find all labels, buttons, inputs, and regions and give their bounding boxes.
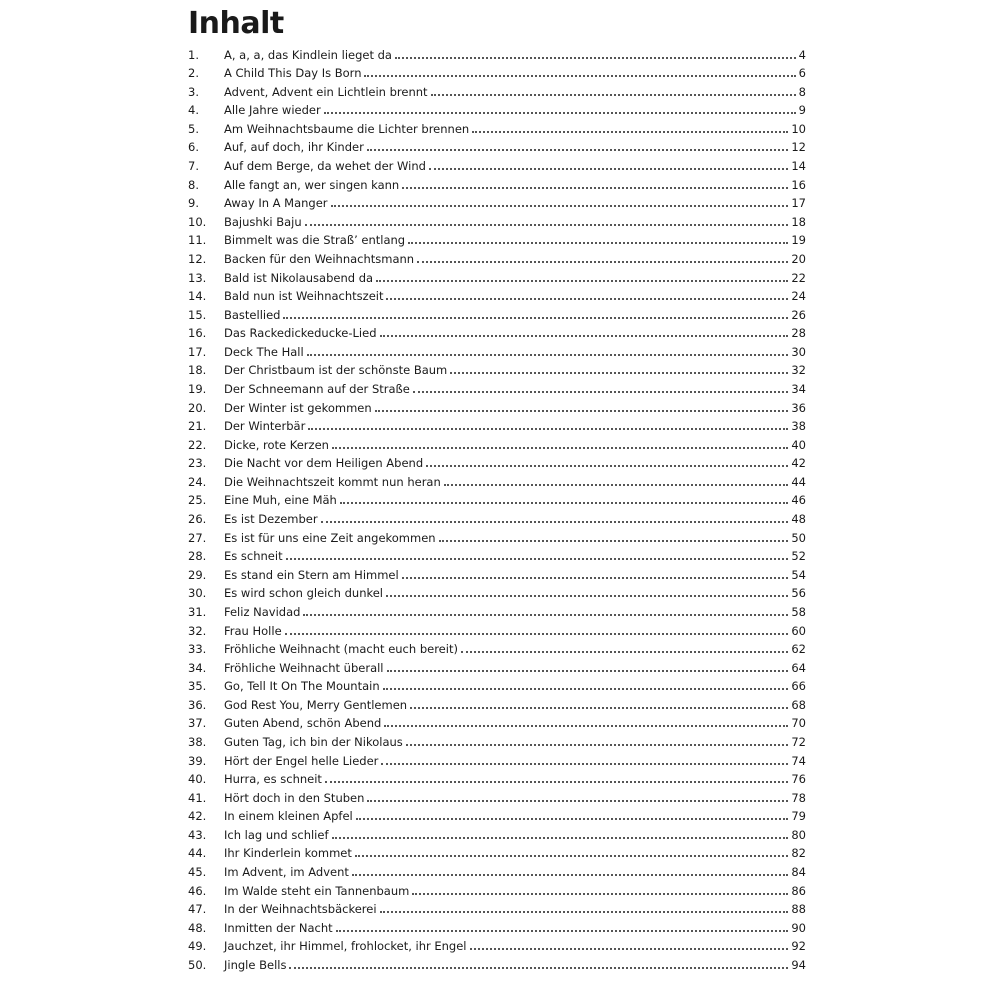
entry-number: 12.: [188, 251, 207, 266]
toc-entry: [188, 656, 806, 675]
entry-title: Go, Tell It On The Mountain: [224, 679, 380, 694]
entry-title: Fröhliche Weihnacht überall: [224, 660, 384, 675]
dot-leader: [386, 298, 788, 300]
entry-number: 39.: [188, 753, 207, 768]
entry-number: 46.: [188, 883, 207, 898]
entry-page-number: 24: [791, 289, 806, 304]
toc-entry: [188, 638, 806, 657]
entry-title: Hört der Engel helle Lieder: [224, 753, 379, 768]
entry-title: Hurra, es schneit: [224, 772, 322, 787]
entry-title: Im Advent, im Advent: [224, 865, 349, 880]
toc-entry: [188, 117, 806, 136]
entry-title: Bimmelt was die Straß’ entlang: [224, 233, 406, 248]
dot-leader: [470, 948, 789, 950]
dot-leader: [450, 372, 788, 374]
toc-entry: [188, 619, 806, 638]
dot-leader: [383, 688, 789, 690]
entry-title: Deck The Hall: [224, 344, 304, 359]
toc-entry: [188, 545, 806, 564]
dot-leader: [444, 484, 789, 486]
entry-number: 14.: [188, 289, 207, 304]
entry-page-number: 40: [791, 437, 806, 452]
entry-number: 3.: [188, 84, 199, 99]
dot-leader: [402, 577, 789, 579]
entry-number: 22.: [188, 437, 207, 452]
entry-title: In der Weihnachtsbäckerei: [224, 902, 377, 917]
dot-leader: [408, 242, 788, 244]
dot-leader: [395, 57, 796, 59]
dot-leader: [439, 540, 789, 542]
toc-entry: [188, 786, 806, 805]
dot-leader: [413, 391, 789, 393]
entry-number: 44.: [188, 846, 207, 861]
entry-page-number: 64: [791, 660, 806, 675]
entry-title: Bald ist Nikolausabend da: [224, 270, 374, 285]
dot-leader: [386, 595, 788, 597]
dot-leader: [352, 874, 788, 876]
entry-page-number: 72: [791, 734, 806, 749]
entry-page-number: 94: [791, 957, 806, 972]
entry-page-number: 48: [791, 512, 806, 527]
entry-page-number: 82: [791, 846, 806, 861]
entry-number: 18.: [188, 363, 207, 378]
entry-number: 13.: [188, 270, 207, 285]
dot-leader: [289, 967, 788, 969]
entry-page-number: 32: [791, 363, 806, 378]
dot-leader: [417, 261, 788, 263]
entry-title: Eine Muh, eine Mäh: [224, 493, 337, 508]
toc-entry: [188, 285, 806, 304]
entry-page-number: 36: [791, 400, 806, 415]
entry-number: 29.: [188, 567, 207, 582]
dot-leader: [384, 725, 788, 727]
entry-page-number: 88: [791, 902, 806, 917]
toc-entry: [188, 675, 806, 694]
entry-page-number: 30: [791, 344, 806, 359]
toc-entry: [188, 322, 806, 341]
dot-leader: [367, 800, 788, 802]
entry-number: 37.: [188, 716, 207, 731]
entry-page-number: 76: [791, 772, 806, 787]
toc-entry: [188, 898, 806, 917]
toc-entry: [188, 842, 806, 861]
toc-entry: [188, 563, 806, 582]
toc-entry: [188, 860, 806, 879]
entry-page-number: 9: [798, 103, 806, 118]
entry-page-number: 44: [791, 474, 806, 489]
entry-title: Ihr Kinderlein kommet: [224, 846, 352, 861]
dot-leader: [375, 410, 789, 412]
entry-title: Es ist für uns eine Zeit angekommen: [224, 530, 436, 545]
toc-entry: [188, 489, 806, 508]
toc-entry: [188, 340, 806, 359]
entry-title: Dicke, rote Kerzen: [224, 437, 329, 452]
toc-entry: [188, 749, 806, 768]
entry-title: Es wird schon gleich dunkel: [224, 586, 384, 601]
entry-number: 48.: [188, 920, 207, 935]
entry-number: 33.: [188, 642, 207, 657]
entry-number: 28.: [188, 549, 207, 564]
dot-leader: [308, 428, 788, 430]
entry-page-number: 22: [791, 270, 806, 285]
entry-page-number: 34: [791, 381, 806, 396]
dot-leader: [426, 465, 788, 467]
entry-title: Guten Abend, schön Abend: [224, 716, 382, 731]
entry-title: Jauchzet, ihr Himmel, frohlocket, ihr Engel: [224, 939, 467, 954]
toc-entry: [188, 229, 806, 248]
entry-page-number: 8: [798, 84, 806, 99]
toc-entry: [188, 43, 806, 62]
entry-number: 36.: [188, 697, 207, 712]
entry-page-number: 4: [798, 47, 806, 62]
dot-leader: [285, 633, 789, 635]
entry-page-number: 12: [791, 140, 806, 155]
entry-page-number: 17: [791, 196, 806, 211]
dot-leader: [355, 855, 788, 857]
entry-page-number: 60: [791, 623, 806, 638]
dot-leader: [283, 317, 788, 319]
dot-leader: [331, 205, 789, 207]
entry-number: 6.: [188, 140, 199, 155]
entry-number: 24.: [188, 474, 207, 489]
entry-title: Alle Jahre wieder: [224, 103, 321, 118]
entry-number: 10.: [188, 214, 207, 229]
toc-entry: [188, 80, 806, 99]
entry-title: Away In A Manger: [224, 196, 328, 211]
entry-page-number: 92: [791, 939, 806, 954]
toc-entry: [188, 470, 806, 489]
entry-title: A, a, a, das Kindlein lieget da: [224, 47, 392, 62]
entry-page-number: 80: [791, 827, 806, 842]
dot-leader: [364, 75, 795, 77]
entry-title: Es ist Dezember: [224, 512, 318, 527]
entry-number: 35.: [188, 679, 207, 694]
toc-entry: [188, 712, 806, 731]
dot-leader: [472, 131, 788, 133]
entry-page-number: 6: [798, 66, 806, 81]
entry-number: 34.: [188, 660, 207, 675]
toc-entry: [188, 377, 806, 396]
toc-entry: [188, 433, 806, 452]
dot-leader: [324, 112, 796, 114]
toc-entry: [188, 953, 806, 972]
entry-page-number: 46: [791, 493, 806, 508]
entry-page-number: 86: [791, 883, 806, 898]
dot-leader: [332, 447, 788, 449]
entry-title: Fröhliche Weihnacht (macht euch bereit): [224, 642, 458, 657]
toc-entry: [188, 359, 806, 378]
entry-number: 23.: [188, 456, 207, 471]
entry-page-number: 19: [791, 233, 806, 248]
entry-number: 47.: [188, 902, 207, 917]
entry-title: Es stand ein Stern am Himmel: [224, 567, 399, 582]
entry-number: 8.: [188, 177, 199, 192]
entry-page-number: 14: [791, 159, 806, 174]
dot-leader: [429, 168, 788, 170]
toc-entry: [188, 415, 806, 434]
dot-leader: [461, 651, 788, 653]
entry-number: 50.: [188, 957, 207, 972]
entry-page-number: 68: [791, 697, 806, 712]
entry-number: 1.: [188, 47, 199, 62]
entry-number: 31.: [188, 604, 207, 619]
dot-leader: [376, 280, 788, 282]
entry-page-number: 74: [791, 753, 806, 768]
entry-page-number: 84: [791, 865, 806, 880]
dot-leader: [356, 818, 789, 820]
toc-entry: [188, 154, 806, 173]
toc-entry: [188, 192, 806, 211]
entry-number: 30.: [188, 586, 207, 601]
entry-title: Ich lag und schlief: [224, 827, 329, 842]
dot-leader: [340, 502, 789, 504]
entry-title: Der Winterbär: [224, 419, 306, 434]
entry-page-number: 38: [791, 419, 806, 434]
entry-page-number: 90: [791, 920, 806, 935]
entry-number: 17.: [188, 344, 207, 359]
dot-leader: [380, 335, 789, 337]
dot-leader: [410, 707, 788, 709]
entry-title: In einem kleinen Apfel: [224, 809, 353, 824]
dot-leader: [325, 781, 788, 783]
entry-page-number: 10: [791, 121, 806, 136]
entry-number: 32.: [188, 623, 207, 638]
entry-page-number: 79: [791, 809, 806, 824]
dot-leader: [431, 94, 796, 96]
toc-entry: [188, 173, 806, 192]
toc-entry: [188, 823, 806, 842]
toc-entry: [188, 582, 806, 601]
toc-entry: [188, 805, 806, 824]
entry-page-number: 78: [791, 790, 806, 805]
entry-number: 42.: [188, 809, 207, 824]
entry-number: 45.: [188, 865, 207, 880]
entry-number: 26.: [188, 512, 207, 527]
dot-leader: [406, 744, 789, 746]
toc-entry: [188, 768, 806, 787]
dot-leader: [305, 224, 789, 226]
entry-page-number: 28: [791, 326, 806, 341]
dot-leader: [367, 149, 789, 151]
entry-page-number: 70: [791, 716, 806, 731]
entry-title: Bajushki Baju: [224, 214, 302, 229]
entry-page-number: 62: [791, 642, 806, 657]
dot-leader: [412, 893, 788, 895]
dot-leader: [380, 911, 789, 913]
entry-number: 25.: [188, 493, 207, 508]
toc-entry: [188, 935, 806, 954]
entry-title: Bald nun ist Weihnachtszeit: [224, 289, 384, 304]
entry-number: 38.: [188, 734, 207, 749]
entry-number: 27.: [188, 530, 207, 545]
entry-title: A Child This Day Is Born: [224, 66, 362, 81]
dot-leader: [402, 187, 788, 189]
entry-number: 5.: [188, 121, 199, 136]
entry-page-number: 58: [791, 604, 806, 619]
entry-title: Die Nacht vor dem Heiligen Abend: [224, 456, 424, 471]
entry-title: Guten Tag, ich bin der Nikolaus: [224, 734, 403, 749]
entry-number: 4.: [188, 103, 199, 118]
entry-number: 49.: [188, 939, 207, 954]
entry-number: 19.: [188, 381, 207, 396]
entry-page-number: 66: [791, 679, 806, 694]
toc-entry: [188, 526, 806, 545]
entry-title: Das Rackedickeducke-Lied: [224, 326, 377, 341]
toc-entry: [188, 730, 806, 749]
entry-title: Frau Holle: [224, 623, 282, 638]
entry-page-number: 42: [791, 456, 806, 471]
entry-page-number: 50: [791, 530, 806, 545]
entry-title: Die Weihnachtszeit kommt nun heran: [224, 474, 441, 489]
entry-page-number: 20: [791, 251, 806, 266]
dot-leader: [332, 837, 789, 839]
toc-entry: [188, 62, 806, 81]
dot-leader: [303, 614, 788, 616]
entry-title: Auf dem Berge, da wehet der Wind: [224, 159, 426, 174]
entry-number: 40.: [188, 772, 207, 787]
entry-title: Backen für den Weihnachtsmann: [224, 251, 415, 266]
entry-number: 2.: [188, 66, 199, 81]
entry-number: 11.: [188, 233, 207, 248]
dot-leader: [321, 521, 789, 523]
entry-title: Hört doch in den Stuben: [224, 790, 365, 805]
entry-title: Der Schneemann auf der Straße: [224, 381, 410, 396]
entry-title: Der Winter ist gekommen: [224, 400, 372, 415]
entry-title: Am Weihnachtsbaume die Lichter brennen: [224, 121, 470, 136]
entry-title: Bastellied: [224, 307, 281, 322]
dot-leader: [307, 354, 789, 356]
toc-entry: [188, 136, 806, 155]
entry-title: Inmitten der Nacht: [224, 920, 333, 935]
entry-title: Advent, Advent ein Lichtlein brennt: [224, 84, 428, 99]
entry-title: Alle fangt an, wer singen kann: [224, 177, 400, 192]
toc-entry: [188, 247, 806, 266]
toc-entry: [188, 693, 806, 712]
entry-title: Der Christbaum ist der schönste Baum: [224, 363, 448, 378]
entry-number: 43.: [188, 827, 207, 842]
dot-leader: [336, 930, 789, 932]
entry-title: Jingle Bells: [224, 957, 287, 972]
entry-number: 16.: [188, 326, 207, 341]
page-title: Inhalt: [188, 6, 284, 41]
toc-entry: [188, 266, 806, 285]
entry-number: 15.: [188, 307, 207, 322]
dot-leader: [387, 670, 789, 672]
toc-entry: [188, 916, 806, 935]
toc-entry: [188, 210, 806, 229]
toc-list: [188, 43, 806, 972]
toc-entry: [188, 879, 806, 898]
entry-number: 7.: [188, 159, 199, 174]
entry-page-number: 52: [791, 549, 806, 564]
entry-number: 9.: [188, 196, 199, 211]
entry-title: God Rest You, Merry Gentlemen: [224, 697, 408, 712]
entry-title: Im Walde steht ein Tannenbaum: [224, 883, 410, 898]
toc-entry: [188, 507, 806, 526]
entry-title: Auf, auf doch, ihr Kinder: [224, 140, 364, 155]
entry-number: 41.: [188, 790, 207, 805]
dot-leader: [286, 558, 789, 560]
entry-number: 20.: [188, 400, 207, 415]
toc-entry: [188, 396, 806, 415]
dot-leader: [381, 763, 788, 765]
toc-entry: [188, 452, 806, 471]
toc-entry: [188, 600, 806, 619]
entry-page-number: 56: [791, 586, 806, 601]
entry-page-number: 16: [791, 177, 806, 192]
toc-entry: [188, 99, 806, 118]
entry-title: Es schneit: [224, 549, 283, 564]
entry-page-number: 18: [791, 214, 806, 229]
entry-page-number: 26: [791, 307, 806, 322]
toc-entry: [188, 303, 806, 322]
entry-page-number: 54: [791, 567, 806, 582]
entry-title: Feliz Navidad: [224, 604, 301, 619]
entry-number: 21.: [188, 419, 207, 434]
